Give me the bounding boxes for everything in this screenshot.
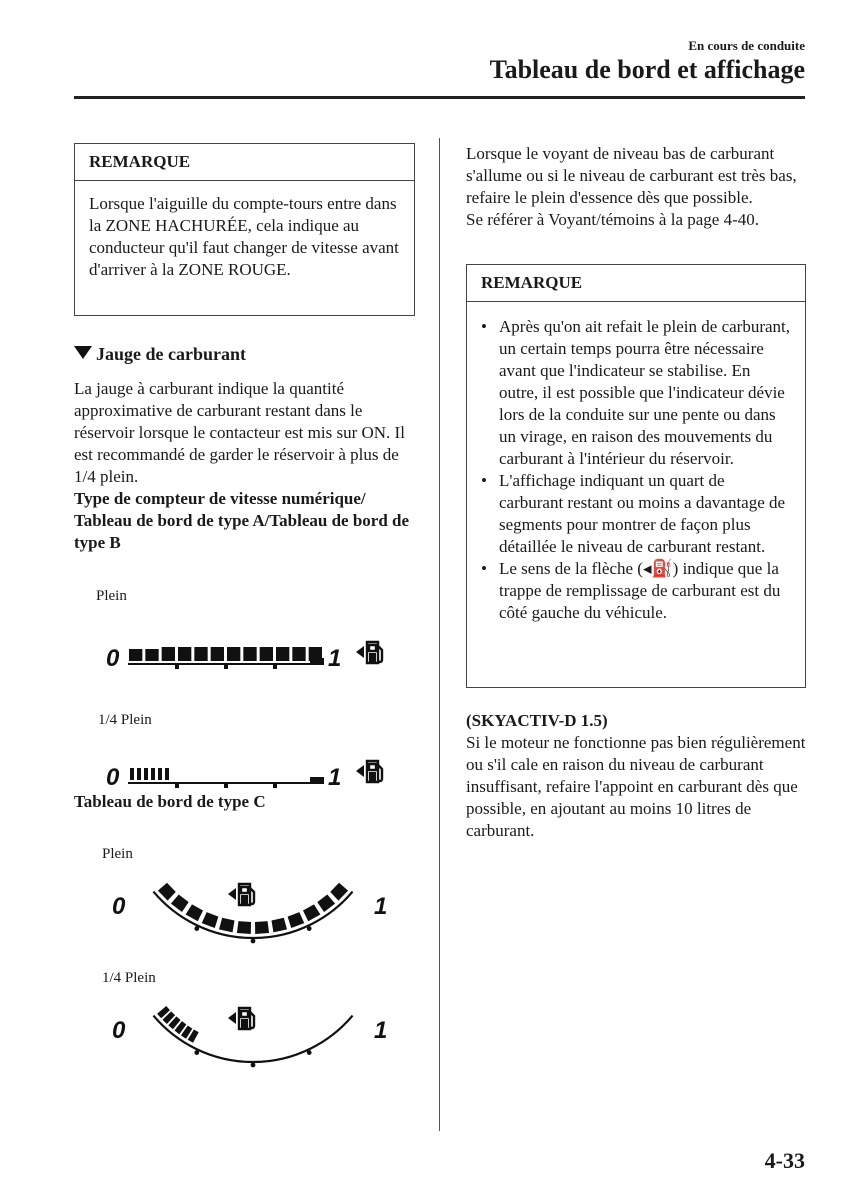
list-item: • Après qu'on ait refait le plein de carburant, un certain temps pourra être nécessaire avant que l'indicateur se stabilise. En outre, il est possible que l'indicateur dévie lors de la conduite sur une pente ou dans un virage, en raison des mouvements du carburant à l'intérieur du réservoir. (481, 317, 791, 468)
list-item: • L'affichage indiquant un quart de carburant restant ou moins a davantage de segments pour montrer de façon plus détaillée le niveau de carburant restant. (481, 471, 786, 556)
gauge-min-label: 0 (106, 645, 120, 672)
fuel-pump-fill-icon (369, 772, 376, 781)
gauge-arc-quarter (108, 1002, 398, 1074)
gauge-min-label: 0 (112, 893, 126, 920)
gauge-segment (158, 768, 162, 780)
gauge-segment (303, 904, 320, 921)
gauge-segment (243, 647, 256, 661)
low-fuel-reference: Se référer à Voyant/témoins à la page 4-40. (466, 210, 759, 229)
low-fuel-block (466, 143, 811, 231)
list-item-text: Le sens de la flèche (◂⛽) indique que la trappe de remplissage de carburant est du côté gauche du véhicule. (499, 559, 781, 622)
gauge-max-label: 1 (374, 1017, 388, 1044)
page-title: Tableau de bord et affichage (489, 55, 805, 84)
fuel-pump-fill-icon (241, 895, 248, 904)
note-bullet-list (477, 316, 791, 624)
gauge-min-label: 0 (106, 764, 120, 791)
note-body (467, 302, 805, 636)
gauge-tick (273, 663, 277, 669)
gauge-segment (151, 768, 155, 780)
list-item-text: Après qu'on ait refait le plein de carburant, un certain temps pourra être nécessaire avant que l'indicateur se stabilise. En outre, il est possible que l'indicateur dévie lors de la conduite sur une pente ou dans un virage, en raison des mouvements du carburant à l'intérieur du réservoir. (499, 317, 791, 468)
figure-caption-quarter-arc: 1/4 Plein (102, 970, 156, 986)
gauge-segment (145, 649, 158, 661)
gauge-tick (194, 1050, 199, 1055)
note-body: Lorsque l'aiguille du compte-tours entre dans la ZONE HACHURÉE, cela indique au conducteur qu'il faut changer de vitesse avant d'arriver à la ZONE ROUGE. (89, 194, 399, 279)
gauge-segment (271, 918, 287, 933)
section-marker-icon (74, 346, 92, 359)
type-ab-heading: Type de compteur de vitesse numérique/ Tableau de bord de type A/Tableau de bord de type B (74, 489, 410, 552)
gauge-max-label: 1 (328, 645, 342, 672)
gauge-tick (224, 663, 228, 669)
gauge-segment (260, 647, 273, 661)
gauge-segment (227, 647, 240, 661)
fuel-paragraph: La jauge à carburant indique la quantité approximative de carburant restant dans le réservoir lorsque le contacteur est mis sur ON. Il est recommandé de garder le réservoir à plus de 1/4 plein. (74, 379, 405, 486)
gauge-segment (137, 768, 141, 780)
gauge-tick (175, 782, 179, 788)
skyactiv-paragraph: Si le moteur ne fonctionne pas bien régulièrement ou s'il cale en raison du niveau de carburant insuffisant, refaire l'appoint en carburant dès que possible, en ajoutant au moins 10 litres de carburant. (466, 733, 806, 840)
gauge-tick (251, 1063, 256, 1068)
fuel-door-arrow-icon (228, 1012, 236, 1024)
fuel-gauge-heading-text: Jauge de carburant (96, 344, 246, 364)
fuel-pump-icon (228, 884, 254, 905)
note-heading: REMARQUE (75, 144, 414, 181)
gauge-tick (307, 926, 312, 931)
gauge-segment (165, 768, 169, 780)
gauge-segment (162, 647, 175, 661)
gauge-tick (175, 663, 179, 669)
fuel-door-arrow-icon (228, 888, 236, 900)
gauge-segment (309, 647, 322, 661)
list-item-text: L'affichage indiquant un quart de carburant restant ou moins a davantage de segments pour montrer de façon plus détaillée le niveau de carburant restant. (499, 471, 786, 556)
figure-caption-full-linear: Plein (96, 588, 127, 604)
gauge-tick (224, 782, 228, 788)
gauge-arc-full (108, 878, 398, 950)
column-divider (439, 138, 440, 1131)
gauge-segment (202, 912, 219, 928)
figure-caption-full-arc: Plein (102, 846, 133, 862)
gauge-segment (292, 647, 305, 661)
fuel-door-arrow-icon (356, 646, 364, 658)
gauge-segment (288, 912, 305, 928)
section-label: En cours de conduite (688, 38, 805, 53)
fuel-paragraph-block (74, 378, 419, 554)
fuel-pump-fill-icon (241, 1019, 248, 1028)
type-c-heading: Tableau de bord de type C (74, 792, 266, 811)
fuel-pump-icon (356, 642, 382, 663)
gauge-linear-quarter (104, 753, 404, 795)
gauge-linear-full (104, 634, 404, 676)
fuel-pump-fill-icon (369, 653, 376, 662)
gauge-segment (129, 649, 142, 661)
gauge-segment (186, 904, 203, 921)
gauge-segment (194, 647, 207, 661)
note-heading: REMARQUE (467, 265, 805, 302)
gauge-segment (317, 894, 335, 912)
skyactiv-block (466, 710, 811, 842)
gauge-segment (144, 768, 148, 780)
fuel-pump-icon (356, 761, 382, 782)
gauge-segment (171, 894, 189, 912)
fuel-door-arrow-icon (356, 765, 364, 777)
gauge-segment (211, 647, 224, 661)
gauge-min-label: 0 (112, 1017, 126, 1044)
gauge-segment (237, 921, 251, 934)
gauge-tick (307, 1050, 312, 1055)
gauge-segment (255, 921, 269, 934)
gauge-tick (194, 926, 199, 931)
gauge-segment (178, 647, 191, 661)
gauge-segment (276, 647, 289, 661)
figure-caption-quarter-linear: 1/4 Plein (98, 712, 152, 728)
gauge-max-label: 1 (328, 764, 342, 791)
skyactiv-heading: (SKYACTIV-D 1.5) (466, 711, 608, 730)
gauge-max-label: 1 (374, 893, 388, 920)
note-box-shift (74, 143, 415, 316)
gauge-segment (130, 768, 134, 780)
note-box-fuel (466, 264, 806, 688)
gauge-tick (273, 782, 277, 788)
header-rule (74, 96, 805, 99)
low-fuel-paragraph: Lorsque le voyant de niveau bas de carburant s'allume ou si le niveau de carburant est très bas, refaire le plein d'essence dès que possible. (466, 144, 797, 207)
page-number: 4-33 (764, 1148, 805, 1173)
fuel-pump-icon (228, 1008, 254, 1029)
fuel-gauge-heading (74, 344, 424, 365)
list-item: • Le sens de la flèche (◂⛽) indique que la trappe de remplissage de carburant est du côté gauche du véhicule. (481, 559, 781, 622)
gauge-full-marker (310, 777, 324, 784)
gauge-segment (219, 918, 235, 933)
gauge-tick (251, 939, 256, 944)
